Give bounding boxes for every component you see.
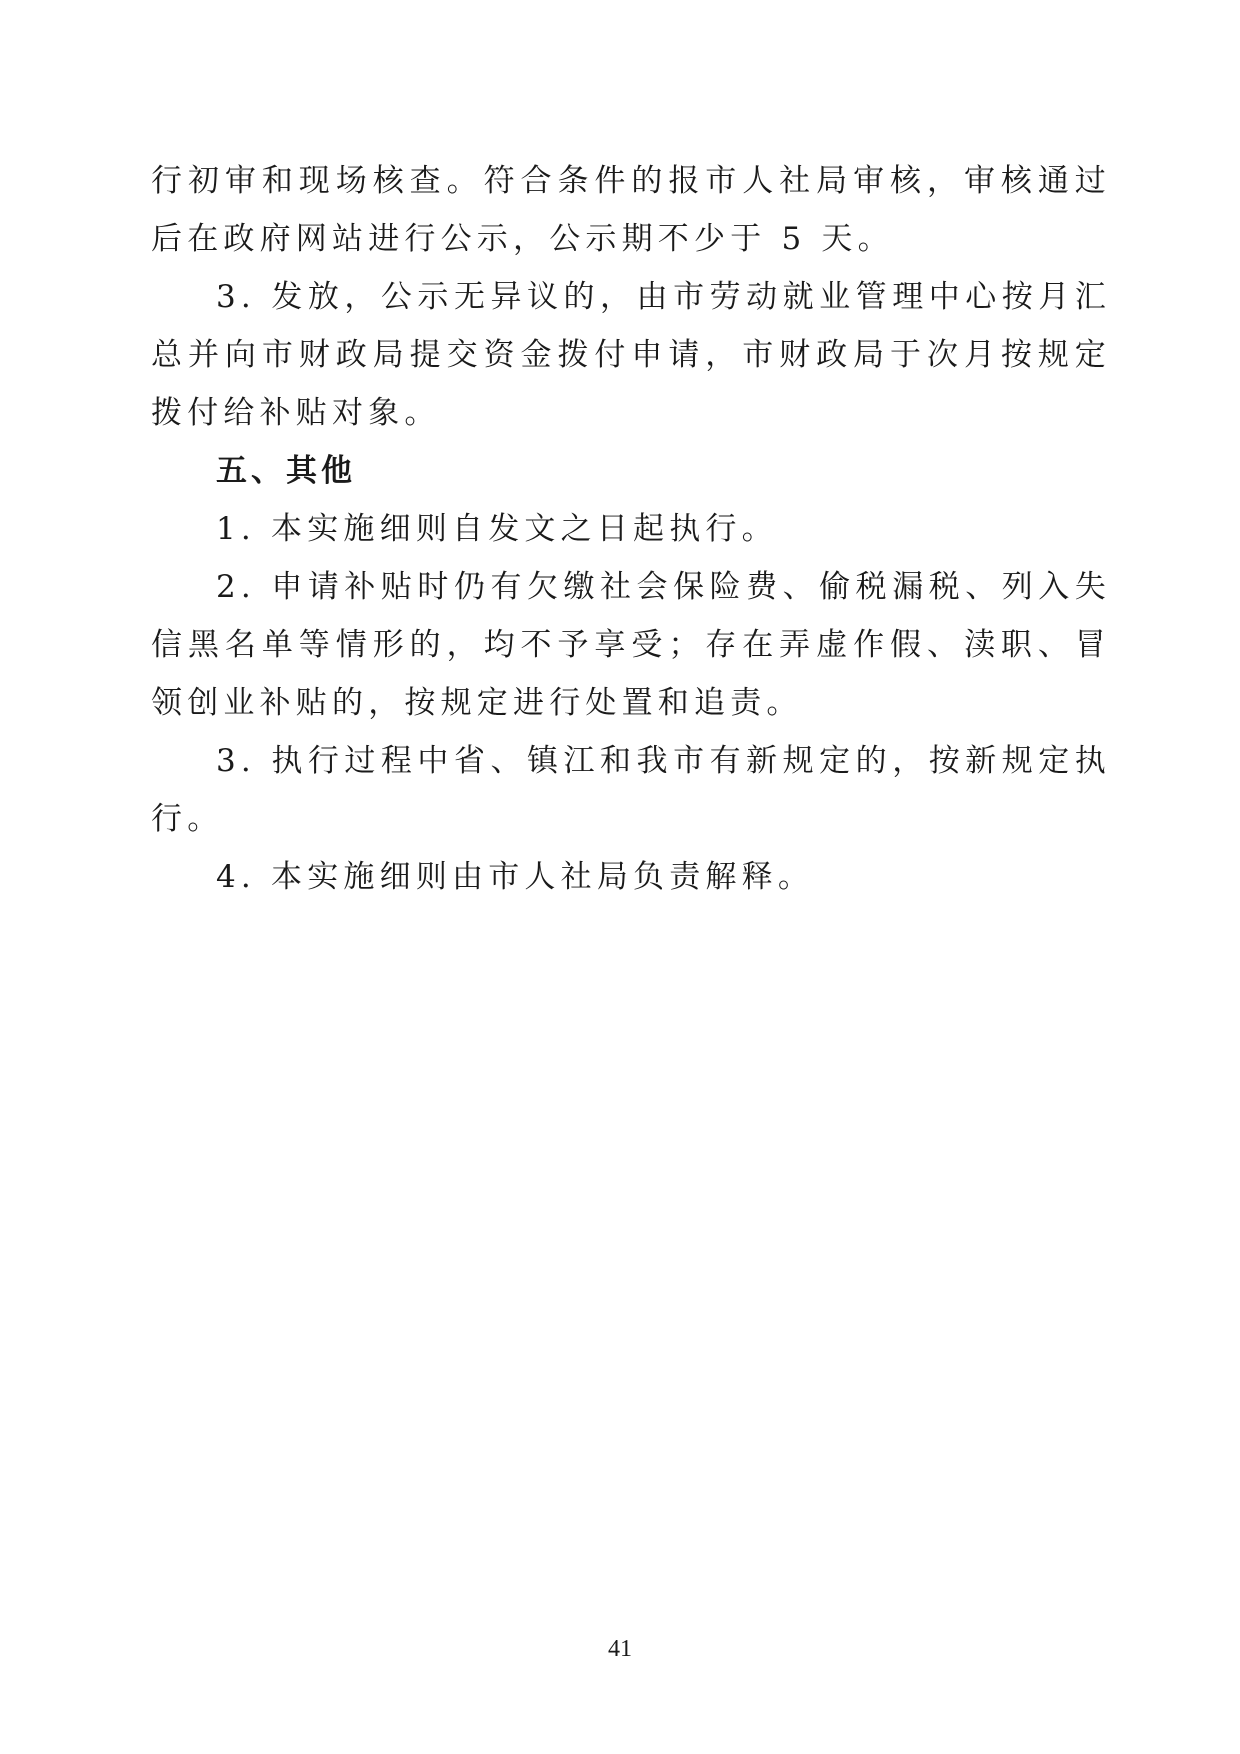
paragraph-effective-date: 1. 本实施细则自发文之日起执行。 — [216, 511, 778, 547]
paragraph-new-regulations: 3. 执行过程中省、镇江和我市有新规定的，按新规定执行。 — [151, 743, 1111, 837]
paragraph-interpretation: 4. 本实施细则由市人社局负责解释。 — [216, 859, 815, 895]
page-number: 41 — [608, 1636, 632, 1662]
paragraph-ineligibility: 2. 申请补贴时仍有欠缴社会保险费、偷税漏税、列入失信黑名单等情形的，均不予享受；存在弄虚作假、渎职、冒领创业补贴的，按规定进行处置和追责。 — [151, 569, 1111, 721]
section-heading-other: 五、其他 — [216, 453, 356, 489]
paragraph-disbursement: 3. 发放，公示无异议的，由市劳动就业管理中心按月汇总并向市财政局提交资金拨付申请，市财政局于次月按规定拨付给补贴对象。 — [151, 279, 1111, 431]
paragraph-review-publicity: 行初审和现场核查。符合条件的报市人社局审核，审核通过后在政府网站进行公示，公示期不少于 5 天。 — [151, 163, 1111, 257]
document-body — [151, 152, 1111, 906]
